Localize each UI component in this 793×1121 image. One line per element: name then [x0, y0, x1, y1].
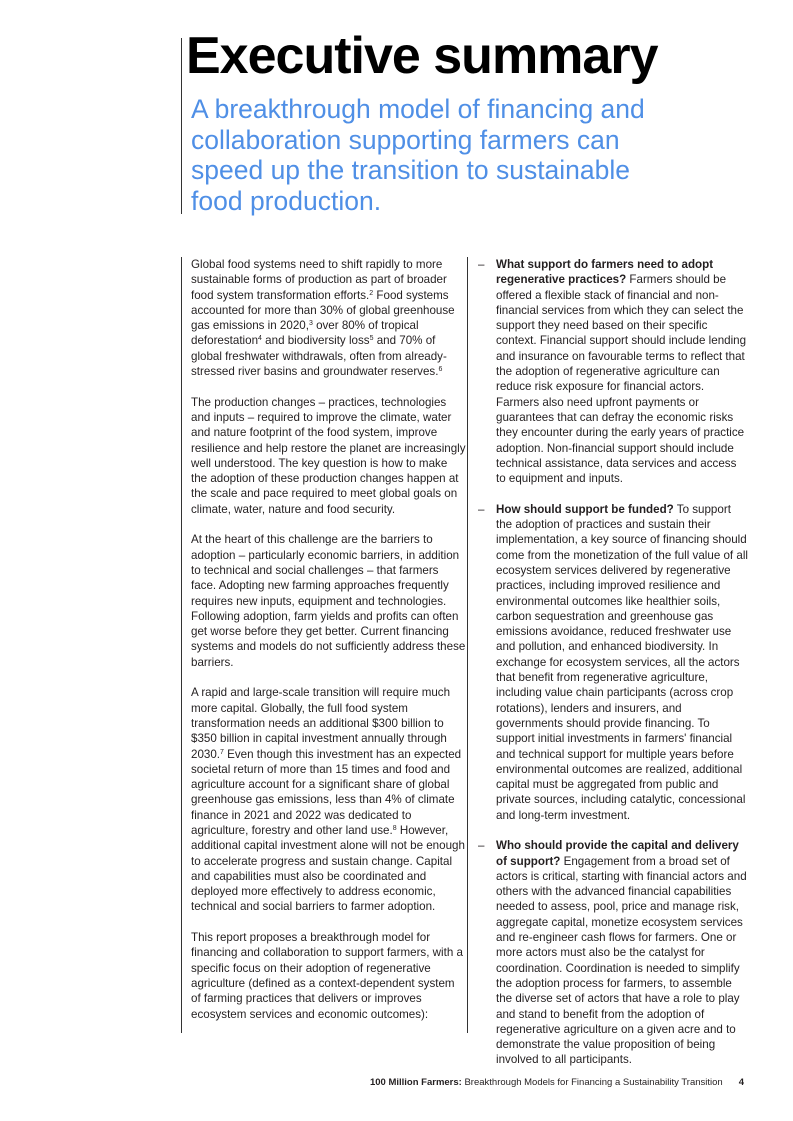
- paragraph-production-changes: The production changes – practices, technologies and inputs – required to improve the climate, water and nature footprint of the food system, improve resilience and help restore the planet are increasingly well understood. The key question is how to make the adoption of these production changes happen at the scale and pace required to meet global goals on climate, water, nature and food security.: [191, 395, 466, 516]
- footnote-ref: 8: [392, 824, 397, 832]
- page-number: 4: [738, 1077, 744, 1088]
- question-item-support: [478, 257, 748, 486]
- question-answer: Farmers should be offered a flexible stack of financial and non-financial services from which they can select the support they need based on their specific context. Financial support should include lending and insurance on favourable terms to reflect that the adoption of regenerative agriculture can reduce risk exposure for financial actors. Farmers also need upfront payments or guarantees that can defray the economic risks they encounter during the early years of practice adoption. Non-financial support should include technical assistance, data services and access to equipment and inputs.: [496, 273, 747, 486]
- footer-report-subtitle: Breakthrough Models for Financing a Sustainability Transition: [461, 1077, 723, 1088]
- paragraph-report-proposal: This report proposes a breakthrough model for financing and collaboration to support farmers, with a specific focus on their adoption of regenerative agriculture (defined as a context-dependent system of farming practices that delivers or improves ecosystem services and economic outcomes):: [191, 931, 463, 1021]
- question-item-providers: [478, 838, 748, 1067]
- question-answer: Engagement from a broad set of actors is critical, starting with financial actors and others with the advanced financial capabilities needed to assess, pool, price and manage risk, aggregate capital, monetize ecosystem services and re-engineer cash flows for farmers. One or more actors must also be the catalyst for coordination. Coordination is needed to simplify the adoption process for farmers, to assemble the diverse set of actors that have a role to play and stand to benefit from the adoption of regenerative agriculture on a given acre and to demonstrate the value proposition of being involved to all participants.: [496, 854, 747, 1067]
- page-footer: [370, 1077, 744, 1088]
- paragraph-capital: A rapid and large-scale transition will require much more capital. Globally, the full food system transformation needs an additional $300 billion to $350 billion in capital investment annually through 2030.$^7$ Even though this investment has an expected societal return of more than 15 times and food and agriculture account for a significant share of global greenhouse gas emissions, less than 4% of climate finance in 2021 and 2022 was dedicated to agriculture, forestry and other land use.$^8$ However, additional capital investment alone will not be enough to accelerate progress and sustain change. Capital and capabilities must also be coordinated and deployed more effectively to address economic, technical and social barriers to farmer adoption.: [191, 686, 465, 914]
- footnote-ref: 3: [308, 320, 313, 328]
- left-column-rule: [181, 257, 182, 1033]
- footnote-ref: 2: [369, 289, 374, 297]
- title-rule: [181, 38, 182, 214]
- page-title: Executive summary: [186, 27, 658, 85]
- dash-bullet: –: [478, 258, 485, 271]
- question-heading: Who should provide the capital and delivery of support?: [496, 839, 739, 868]
- right-column: [478, 257, 748, 1083]
- question-heading: What support do farmers need to adopt regenerative practices?: [496, 258, 714, 287]
- footnote-ref: 4: [258, 335, 262, 343]
- right-column-rule: [467, 257, 468, 1033]
- dash-bullet: –: [478, 502, 485, 516]
- footer-report-name: 100 Million Farmers:: [369, 1077, 462, 1088]
- question-heading: How should support be funded?: [496, 502, 674, 516]
- question-answer: To support the adoption of practices and sustain their implementation, a key source of financing should come from the monetization of the full value of all ecosystem services delivered by regenerative practices, including improved resilience and environmental outcomes like healthier soils, carbon sequestration and greenhouse gas emissions avoidance, reduced freshwater use and pollution, and enhanced biodiversity. In exchange for ecosystem services, all the actors that benefit from regenerative agriculture, including value chain participants (across crop rotations), lenders and insurers, and governments should provide financing. To support initial investments in farmers' financial and technical support for multiple years before environmental outcomes are realized, additional capital must be aggregated from public and private sources, including catalytic, concessional and long-term investment.: [496, 502, 748, 822]
- dash-bullet: –: [478, 839, 485, 853]
- left-column: [191, 257, 466, 1037]
- footnote-ref: 7: [220, 748, 224, 756]
- footnote-ref: 6: [438, 366, 443, 374]
- question-item-funding: [478, 502, 748, 823]
- paragraph-food-systems: Global food systems need to shift rapidly to more sustainable forms of production as part of broader food system transformation efforts.$^2$ Food systems accounted for more than 30% of global greenhouse gas emissions in 2020,$^3$ over 80% of tropical deforestation$^4$ and biodiversity loss$^5$ and 70% of global freshwater withdrawals, often from already-stressed river basins and groundwater reserves.$^6$: [191, 258, 455, 379]
- footnote-ref: 5: [369, 335, 374, 343]
- paragraph-barriers: At the heart of this challenge are the barriers to adoption – particularly economic barriers, in addition to technical and social challenges – that farmers face. Adopting new farming approaches frequently requires new inputs, equipment and technologies. Following adoption, farm yields and profits can often get worse before they get better. Current financing systems and models do not sufficiently address these barriers.: [191, 533, 466, 669]
- page-subtitle: A breakthrough model of financing and collaboration supporting farmers can speed up the transition to sustainable food production.: [191, 94, 645, 216]
